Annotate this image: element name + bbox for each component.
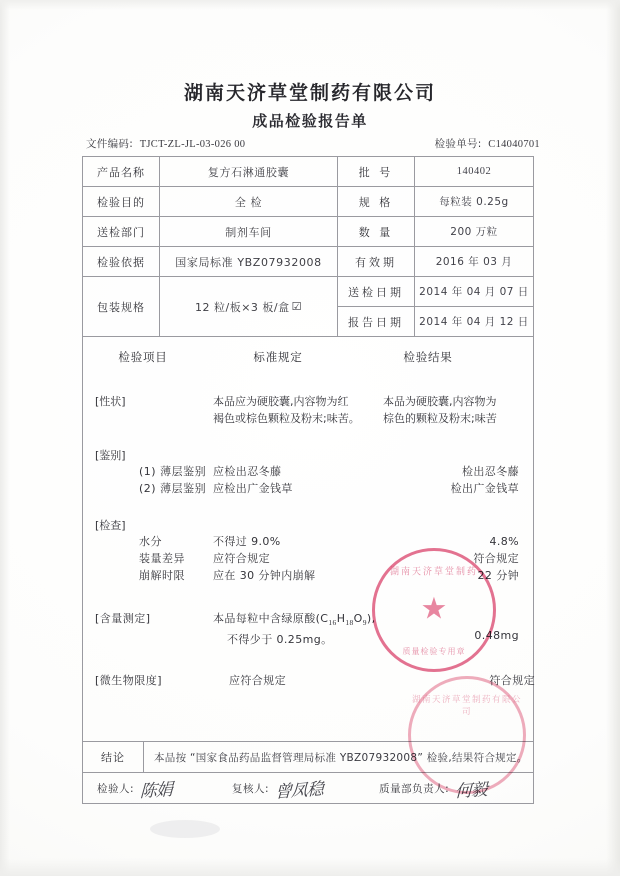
section-assay: [83, 610, 533, 648]
row-value-submitting-dept: 制剂车间: [160, 217, 338, 246]
identification-rows: [83, 463, 533, 497]
identification-item-1: (1) 薄层鉴别: [139, 465, 207, 478]
row-value-expiry-date: 2016 年 03 月: [435, 256, 513, 268]
result-row: [83, 463, 533, 480]
qa-manager-label: 质量部负责人:: [379, 782, 450, 795]
row-label-batch-no: 批 号: [338, 157, 415, 186]
scan-edge-bottom: [0, 858, 620, 876]
row-value-product-name: 复方石淋通胶囊: [160, 157, 338, 186]
properties-spec-line: 褐色或棕色颗粒及粉末;味苦。: [213, 412, 360, 425]
signature-row: [83, 773, 533, 803]
result-row: [83, 480, 533, 497]
properties-result-line: 棕色的颗粒及粉末;味苦: [383, 412, 497, 425]
row-value-report-date: 2014 年 04 月 12 日: [419, 316, 529, 328]
examination-spec-disintegration: 应在 30 分钟内崩解: [213, 569, 316, 582]
file-code-label: 文件编码:: [86, 138, 134, 150]
assay-spec-suffix: ),: [366, 612, 376, 625]
scan-smudge: [150, 820, 220, 838]
section-title-assay: [含量测定]: [95, 612, 151, 625]
qa-manager-signature-group: [379, 776, 487, 801]
section-title-properties: [性状]: [95, 395, 126, 408]
properties-spec: [213, 393, 383, 427]
assay-sub-1: 16: [328, 618, 337, 628]
row-value-packaging-spec: [160, 277, 338, 336]
file-code-value: TJCT-ZL-JL-03-026 00: [139, 139, 246, 150]
row-label-submitting-dept: 送检部门: [83, 217, 160, 246]
conclusion-label: 结论: [83, 742, 144, 772]
row-label-packaging-spec: 包装规格: [83, 277, 160, 336]
seal-top-text: 湖南天济草堂制药: [389, 566, 478, 578]
section-properties: [83, 393, 533, 427]
examination-item-weight-variation: 装量差异: [139, 552, 185, 565]
properties-result: [383, 393, 535, 427]
report-table: [82, 156, 534, 804]
assay-mid-1: H: [336, 612, 346, 625]
row-value-specification: 每粒装 0.25g: [439, 196, 509, 208]
row-label-inspection-purpose: 检验目的: [83, 187, 160, 216]
table-row: [83, 247, 533, 277]
examination-item-moisture: 水分: [139, 535, 162, 548]
packaging-spec-text: 12 粒/板×3 板/盒: [195, 300, 290, 314]
examination-result-disintegration: 22 分钟: [477, 569, 519, 582]
report-number-value: C14040701: [488, 139, 540, 150]
test-results-section: [83, 337, 533, 742]
microbial-spec: 应符合规定: [229, 674, 286, 688]
examination-result-weight-variation: 符合规定: [473, 552, 519, 565]
identification-result-2: 检出广金钱草: [450, 482, 519, 495]
row-label-report-date: 报告日期: [338, 307, 415, 336]
section-microbial-limit: [83, 672, 533, 689]
results-column-headers: [83, 347, 533, 371]
properties-spec-line: 本品应为硬胶囊,内容物为红: [213, 395, 349, 408]
result-row: [83, 567, 533, 584]
examination-result-moisture: 4.8%: [489, 535, 519, 548]
report-number: [435, 136, 540, 151]
examination-rows: [83, 533, 533, 584]
table-row: [83, 157, 533, 187]
assay-spec: [213, 610, 383, 648]
assay-spec-minimum: 不得少于 0.25mg。: [227, 633, 333, 647]
row-label-product-name: 产品名称: [83, 157, 160, 186]
scan-edge-right: [606, 0, 620, 876]
column-header-item: 检验项目: [118, 350, 168, 364]
document-meta-row: [86, 136, 540, 151]
row-label-expiry-date: 有效期: [338, 247, 415, 276]
conclusion-row: [83, 742, 533, 773]
identification-result-1: 检出忍冬藤: [462, 465, 519, 478]
row-value-submission-date: 2014 年 04 月 07 日: [419, 286, 529, 298]
qa-manager-signature: 何毅: [454, 779, 488, 801]
row-label-inspection-basis: 检验依据: [83, 247, 160, 276]
assay-sub-3: 9: [362, 618, 367, 628]
file-code: [86, 136, 245, 151]
scan-edge-top: [0, 0, 620, 10]
row-label-specification: 规 格: [338, 187, 415, 216]
column-header-spec: 标准规定: [253, 350, 303, 364]
row-value-inspection-basis: 国家局标准 YBZ07932008: [160, 247, 338, 276]
result-row: [83, 533, 533, 550]
inspector-signature-group: [97, 776, 172, 801]
identification-item-2: (2) 薄层鉴别: [139, 482, 207, 495]
row-value-batch-no: 140402: [456, 166, 492, 177]
properties-result-line: 本品为硬胶囊,内容物为: [383, 395, 497, 408]
assay-result: 0.48mg: [474, 629, 519, 642]
conclusion-text: 本品按 “国家食品药品监督管理局标准 YBZ07932008” 检验,结果符合规定。: [154, 751, 528, 764]
table-row: [83, 217, 533, 247]
checkmark-icon: ☑: [291, 300, 302, 313]
assay-mid-2: O: [353, 612, 363, 625]
company-seal-text: 湖南天济草堂制药有限公司: [411, 695, 522, 717]
row-label-submission-date: 送检日期: [338, 277, 415, 306]
table-row: [338, 307, 533, 336]
company-title: 湖南天济草堂制药有限公司: [183, 82, 436, 104]
microbial-result: 符合规定: [489, 674, 535, 688]
reviewer-label: 复核人:: [232, 782, 270, 795]
row-value-inspection-purpose: 全 检: [160, 187, 338, 216]
seal-bottom-text: 质量检验专用章: [402, 647, 466, 656]
result-row: [83, 610, 533, 648]
identification-spec-1: 应检出忍冬藤: [213, 465, 282, 478]
assay-spec-formula-line: [213, 610, 383, 631]
row-value-quantity: 200 万粒: [450, 226, 498, 238]
table-row: [338, 277, 533, 307]
table-row-packaging: [83, 277, 533, 337]
examination-item-disintegration: 崩解时限: [139, 569, 185, 582]
result-row: [83, 550, 533, 567]
inspector-label: 检验人:: [97, 782, 135, 795]
reviewer-signature: 曾凤稳: [274, 778, 324, 802]
assay-sub-2: 18: [345, 618, 354, 628]
result-row: [83, 672, 533, 689]
packaging-date-group: [338, 277, 533, 336]
report-number-label: 检验单号:: [434, 138, 482, 150]
examination-spec-moisture: 不得过 9.0%: [213, 535, 281, 548]
table-row: [83, 187, 533, 217]
section-title-examination: [检查]: [95, 519, 126, 532]
examination-spec-weight-variation: 应符合规定: [213, 552, 270, 565]
star-icon: ★: [420, 591, 448, 627]
scan-edge-left: [0, 0, 10, 876]
section-title-microbial-limit: [微生物限度]: [95, 674, 163, 688]
section-identification: [83, 447, 533, 497]
section-examination: [83, 517, 533, 584]
document-title: 成品检验报告单: [252, 112, 368, 130]
section-title-identification: [鉴别]: [95, 449, 126, 462]
reviewer-signature-group: [232, 776, 323, 801]
column-header-result: 检验结果: [403, 350, 453, 364]
row-label-quantity: 数 量: [338, 217, 415, 246]
assay-spec-prefix: 本品每粒中含绿原酸(C: [213, 612, 329, 625]
identification-spec-2: 应检出广金钱草: [213, 482, 293, 495]
inspector-signature: 陈娟: [139, 779, 173, 801]
